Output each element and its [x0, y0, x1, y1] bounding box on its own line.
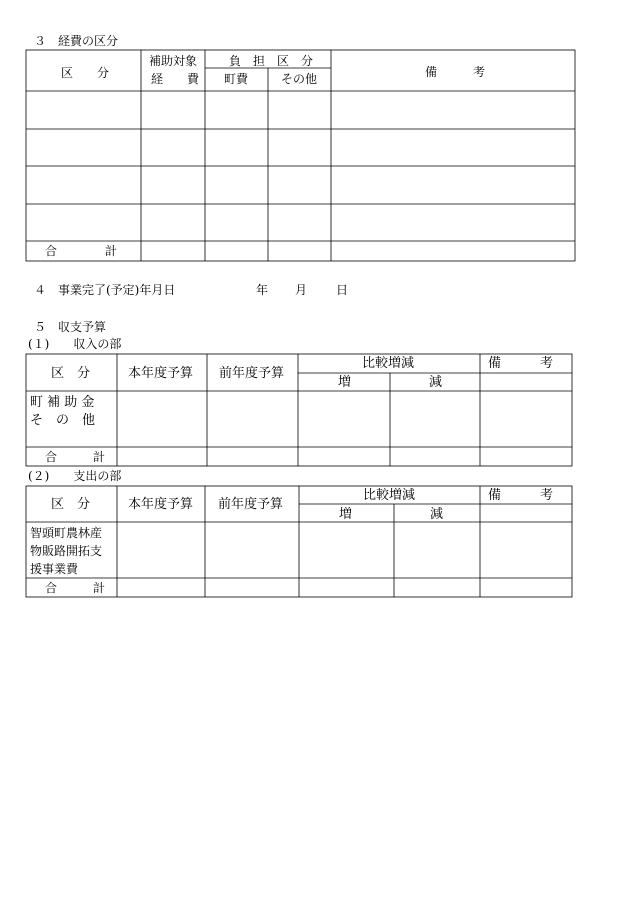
expense-header-decrease: 減	[430, 507, 444, 522]
header-remarks: 備 考	[425, 65, 486, 79]
income-header-remarks: 備 考	[488, 356, 554, 371]
header-town-cost: 町費	[224, 72, 249, 86]
expense-header-previous: 前年度予算	[218, 497, 284, 512]
expense-header-current: 本年度予算	[128, 497, 194, 512]
completion-year: 年	[256, 283, 269, 297]
expense-title: (２) 支出の部	[28, 469, 122, 483]
income-total-label: 合 計	[45, 450, 106, 464]
income-header-compare: 比較増減	[362, 356, 415, 371]
expense-header-remarks: 備 考	[488, 488, 554, 503]
completion-day: 日	[336, 283, 349, 297]
expense-row-line-1: 智頭町農林産	[30, 526, 103, 540]
income-header-previous: 前年度予算	[219, 366, 285, 381]
header-subsidy-bottom: 経 費	[151, 72, 200, 86]
income-title: (１) 収入の部	[28, 337, 122, 351]
expense-header-increase: 増	[339, 507, 353, 522]
section5-heading: ５ 収支予算	[34, 320, 107, 334]
expense-row-line-2: 物販路開拓支	[30, 544, 103, 558]
expense-header-category: 区 分	[51, 497, 91, 512]
income-row-other: そ の 他	[30, 413, 96, 428]
expense-total-label: 合 計	[45, 581, 106, 595]
income-header-increase: 増	[338, 375, 352, 390]
total-label: 合 計	[45, 244, 118, 258]
completion-month: 月	[295, 283, 308, 297]
income-header-category: 区 分	[51, 366, 91, 381]
income-header-decrease: 減	[429, 375, 443, 390]
income-header-current: 本年度予算	[128, 366, 194, 381]
expense-row-line-3: 援事業費	[30, 562, 79, 576]
header-other: その他	[281, 72, 318, 86]
header-category: 区 分	[61, 66, 110, 80]
header-burden: 負 担 区 分	[229, 54, 314, 68]
completion-date-label: ４ 事業完了(予定)年月日	[34, 283, 176, 297]
header-subsidy-top: 補助対象	[149, 54, 198, 68]
section3-heading: ３ 経費の区分	[34, 34, 119, 48]
income-row-town-subsidy: 町 補 助 金	[30, 395, 95, 410]
expense-header-compare: 比較増減	[363, 488, 416, 503]
